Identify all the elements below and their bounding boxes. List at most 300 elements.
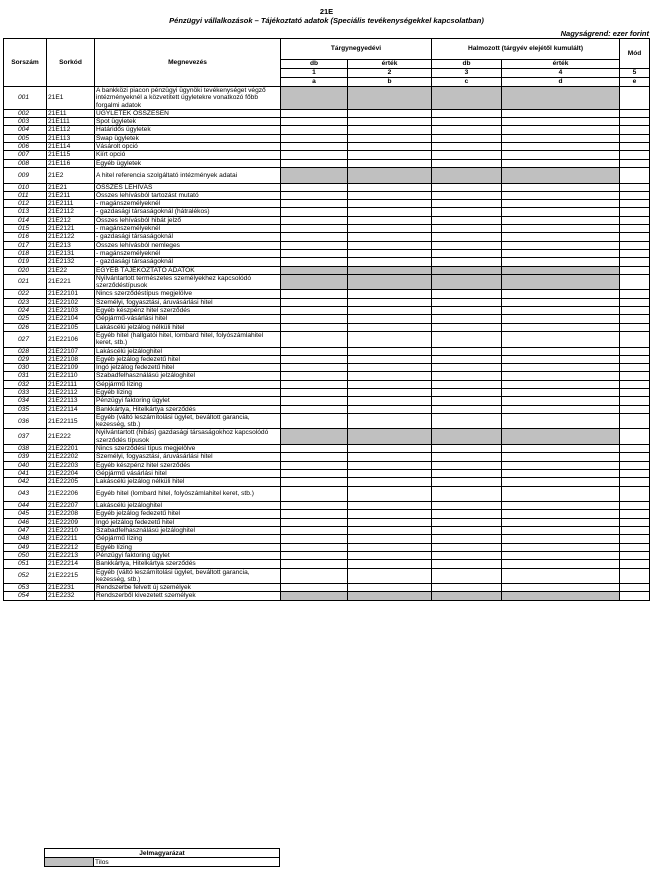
cell-targy-ertek[interactable] <box>348 331 432 347</box>
row-code: 21E22202 <box>47 453 95 461</box>
cell-halm-db[interactable] <box>432 510 502 518</box>
cell-targy-db[interactable] <box>281 469 348 477</box>
cell-halm-ertek[interactable] <box>502 486 620 502</box>
cell-targy-db[interactable] <box>281 453 348 461</box>
cell-targy-ertek[interactable] <box>348 372 432 380</box>
cell-targy-ertek[interactable] <box>348 527 432 535</box>
cell-halm-ertek[interactable] <box>502 543 620 551</box>
cell-mod[interactable] <box>620 274 650 290</box>
cell-targy-db[interactable] <box>281 233 348 241</box>
cell-halm-db[interactable] <box>432 527 502 535</box>
cell-mod[interactable] <box>620 486 650 502</box>
row-label: ÜGYLETEK ÖSSZESEN <box>95 109 281 117</box>
row-label: ÖSSZES LEHÍVÁS <box>95 183 281 191</box>
cell-halm-ertek[interactable] <box>502 307 620 315</box>
cell-halm-db[interactable] <box>432 568 502 584</box>
cell-halm-db[interactable] <box>432 241 502 249</box>
cell-targy-ertek[interactable] <box>348 200 432 208</box>
row-number: 007 <box>4 151 47 159</box>
cell-targy-db[interactable] <box>281 298 348 306</box>
cell-targy-db[interactable] <box>281 518 348 526</box>
cell-mod[interactable] <box>620 461 650 469</box>
cell-mod[interactable] <box>620 380 650 388</box>
cell-halm-db[interactable] <box>432 216 502 224</box>
cell-halm-ertek[interactable] <box>502 290 620 298</box>
cell-targy-db[interactable] <box>281 258 348 266</box>
cell-targy-db[interactable] <box>281 380 348 388</box>
cell-halm-db[interactable] <box>432 290 502 298</box>
cell-halm-db[interactable] <box>432 397 502 405</box>
cell-halm-ertek[interactable] <box>502 109 620 117</box>
table-row <box>4 380 650 388</box>
cell-halm-db[interactable] <box>432 453 502 461</box>
cell-halm-db[interactable] <box>432 560 502 568</box>
cell-halm-db[interactable] <box>432 551 502 559</box>
cell-halm-ertek[interactable] <box>502 560 620 568</box>
cell-targy-db[interactable] <box>281 143 348 151</box>
cell-targy-db[interactable] <box>281 208 348 216</box>
cell-halm-db[interactable] <box>432 347 502 355</box>
legend <box>44 848 280 867</box>
cell-halm-db[interactable] <box>432 543 502 551</box>
cell-mod[interactable] <box>620 266 650 274</box>
cell-targy-db[interactable] <box>281 307 348 315</box>
table-row <box>4 183 650 191</box>
cell-mod[interactable] <box>620 87 650 110</box>
cell-halm-db[interactable] <box>432 249 502 257</box>
row-number: 032 <box>4 380 47 388</box>
cell-targy-db[interactable] <box>281 445 348 453</box>
cell-halm-db[interactable] <box>432 225 502 233</box>
row-label: Nyilvántartott természetes személyekhez kapcsolódó szerződéstípusok <box>95 274 281 290</box>
cell-mod[interactable] <box>620 315 650 323</box>
row-code: 21E22113 <box>47 397 95 405</box>
cell-halm-db[interactable] <box>432 355 502 363</box>
row-code: 21E22110 <box>47 372 95 380</box>
cell-targy-ertek[interactable] <box>348 307 432 315</box>
cell-targy-ertek[interactable] <box>348 241 432 249</box>
cell-targy-ertek[interactable] <box>348 134 432 142</box>
cell-halm-db[interactable] <box>432 388 502 396</box>
cell-targy-ertek[interactable] <box>348 445 432 453</box>
cell-targy-db[interactable] <box>281 551 348 559</box>
cell-mod[interactable] <box>620 290 650 298</box>
cell-targy-ertek[interactable] <box>348 159 432 167</box>
cell-halm-db[interactable] <box>432 461 502 469</box>
cell-halm-db[interactable] <box>432 478 502 486</box>
col-header-db: db <box>281 60 348 69</box>
cell-halm-ertek[interactable] <box>502 208 620 216</box>
cell-halm-db[interactable] <box>432 200 502 208</box>
cell-halm-db[interactable] <box>432 143 502 151</box>
cell-halm-ertek[interactable] <box>502 183 620 191</box>
cell-mod[interactable] <box>620 364 650 372</box>
cell-mod[interactable] <box>620 258 650 266</box>
cell-mod[interactable] <box>620 109 650 117</box>
cell-targy-db[interactable] <box>281 584 348 592</box>
cell-targy-ertek[interactable] <box>348 290 432 298</box>
cell-mod[interactable] <box>620 478 650 486</box>
cell-mod[interactable] <box>620 191 650 199</box>
cell-mod[interactable] <box>620 216 650 224</box>
cell-targy-db[interactable] <box>281 216 348 224</box>
cell-targy-ertek[interactable] <box>348 413 432 429</box>
cell-mod[interactable] <box>620 200 650 208</box>
cell-halm-ertek[interactable] <box>502 453 620 461</box>
cell-halm-ertek[interactable] <box>502 331 620 347</box>
cell-halm-db[interactable] <box>432 159 502 167</box>
row-label: Vásárolt opció <box>95 143 281 151</box>
cell-mod[interactable] <box>620 413 650 429</box>
row-label: Gépjármű lízing <box>95 380 281 388</box>
row-label: - gazdasági társaságoknál <box>95 258 281 266</box>
cell-targy-ertek[interactable] <box>348 405 432 413</box>
cell-halm-db[interactable] <box>432 183 502 191</box>
cell-targy-ertek[interactable] <box>348 118 432 126</box>
cell-targy-ertek[interactable] <box>348 216 432 224</box>
cell-targy-db[interactable] <box>281 134 348 142</box>
cell-targy-ertek[interactable] <box>348 551 432 559</box>
cell-targy-ertek[interactable] <box>348 298 432 306</box>
row-code: 21E22212 <box>47 543 95 551</box>
cell-halm-ertek[interactable] <box>502 225 620 233</box>
cell-targy-ertek[interactable] <box>348 233 432 241</box>
cell-mod[interactable] <box>620 592 650 600</box>
cell-targy-db[interactable] <box>281 397 348 405</box>
cell-halm-ertek[interactable] <box>502 364 620 372</box>
cell-halm-ertek[interactable] <box>502 388 620 396</box>
cell-halm-db[interactable] <box>432 323 502 331</box>
cell-mod[interactable] <box>620 372 650 380</box>
table-row <box>4 364 650 372</box>
cell-targy-ertek[interactable] <box>348 191 432 199</box>
cell-targy-ertek[interactable] <box>348 560 432 568</box>
cell-mod[interactable] <box>620 143 650 151</box>
cell-halm-db[interactable] <box>432 208 502 216</box>
cell-targy-db[interactable] <box>281 568 348 584</box>
cell-targy-ertek[interactable] <box>348 380 432 388</box>
cell-mod[interactable] <box>620 469 650 477</box>
cell-targy-db[interactable] <box>281 347 348 355</box>
cell-halm-ertek[interactable] <box>502 298 620 306</box>
cell-targy-db[interactable] <box>281 191 348 199</box>
cell-mod[interactable] <box>620 397 650 405</box>
cell-targy-db[interactable] <box>281 331 348 347</box>
row-code: 21E22102 <box>47 298 95 306</box>
cell-mod[interactable] <box>620 323 650 331</box>
row-code: 21E22201 <box>47 445 95 453</box>
cell-mod[interactable] <box>620 543 650 551</box>
cell-targy-ertek[interactable] <box>348 518 432 526</box>
cell-halm-ertek[interactable] <box>502 241 620 249</box>
cell-halm-ertek[interactable] <box>502 413 620 429</box>
row-code: 21E2231 <box>47 584 95 592</box>
cell-targy-ertek[interactable] <box>348 126 432 134</box>
cell-halm-db[interactable] <box>432 126 502 134</box>
row-label: Összes lehívásból tartozást mutató <box>95 191 281 199</box>
row-number: 035 <box>4 405 47 413</box>
table-row <box>4 290 650 298</box>
cell-targy-ertek[interactable] <box>348 208 432 216</box>
cell-halm-db[interactable] <box>432 584 502 592</box>
cell-halm-ertek[interactable] <box>502 258 620 266</box>
cell-mod[interactable] <box>620 225 650 233</box>
row-label: Rendszerbe felvett új személyek <box>95 584 281 592</box>
row-number: 013 <box>4 208 47 216</box>
row-code: 21E221 <box>47 274 95 290</box>
cell-targy-db[interactable] <box>281 461 348 469</box>
cell-halm-db[interactable] <box>432 445 502 453</box>
cell-mod[interactable] <box>620 518 650 526</box>
cell-mod[interactable] <box>620 502 650 510</box>
cell-mod[interactable] <box>620 445 650 453</box>
table-row <box>4 315 650 323</box>
row-label: Bankkártya, Hitelkártya szerződés <box>95 560 281 568</box>
cell-halm-ertek <box>502 592 620 600</box>
cell-targy-db[interactable] <box>281 388 348 396</box>
cell-targy-ertek[interactable] <box>348 109 432 117</box>
cell-halm-db[interactable] <box>432 298 502 306</box>
cell-halm-ertek[interactable] <box>502 380 620 388</box>
cell-targy-db[interactable] <box>281 527 348 535</box>
row-number: 004 <box>4 126 47 134</box>
cell-mod[interactable] <box>620 527 650 535</box>
cell-targy-ertek[interactable] <box>348 478 432 486</box>
cell-mod[interactable] <box>620 167 650 183</box>
cell-targy-db[interactable] <box>281 290 348 298</box>
row-code: 21E22112 <box>47 388 95 396</box>
row-number: 001 <box>4 87 47 110</box>
cell-halm-ertek[interactable] <box>502 527 620 535</box>
cell-halm-ertek[interactable] <box>502 478 620 486</box>
cell-targy-ertek[interactable] <box>348 461 432 469</box>
cell-targy-ertek[interactable] <box>348 469 432 477</box>
cell-targy-ertek[interactable] <box>348 510 432 518</box>
cell-halm-ertek[interactable] <box>502 200 620 208</box>
cell-mod[interactable] <box>620 551 650 559</box>
cell-halm-ertek[interactable] <box>502 323 620 331</box>
cell-targy-ertek[interactable] <box>348 486 432 502</box>
cell-mod[interactable] <box>620 535 650 543</box>
cell-targy-ertek[interactable] <box>348 364 432 372</box>
cell-targy-db[interactable] <box>281 560 348 568</box>
row-code: 21E22206 <box>47 486 95 502</box>
cell-halm-db[interactable] <box>432 413 502 429</box>
cell-halm-ertek[interactable] <box>502 551 620 559</box>
cell-halm-db[interactable] <box>432 331 502 347</box>
cell-targy-db[interactable] <box>281 118 348 126</box>
cell-targy-ertek[interactable] <box>348 355 432 363</box>
row-label: Lakáscélú jelzálog nélküli hitel <box>95 478 281 486</box>
cell-targy-ertek[interactable] <box>348 388 432 396</box>
cell-targy-db[interactable] <box>281 355 348 363</box>
cell-halm-ertek[interactable] <box>502 445 620 453</box>
cell-mod[interactable] <box>620 208 650 216</box>
cell-targy-ertek[interactable] <box>348 315 432 323</box>
cell-targy-ertek[interactable] <box>348 323 432 331</box>
cell-halm-ertek[interactable] <box>502 216 620 224</box>
cell-targy-ertek[interactable] <box>348 225 432 233</box>
cell-halm-db[interactable] <box>432 315 502 323</box>
cell-mod[interactable] <box>620 134 650 142</box>
cell-targy-db[interactable] <box>281 478 348 486</box>
cell-mod[interactable] <box>620 388 650 396</box>
cell-targy-db[interactable] <box>281 510 348 518</box>
cell-halm-ertek[interactable] <box>502 159 620 167</box>
cell-halm-db[interactable] <box>432 134 502 142</box>
cell-halm-ertek[interactable] <box>502 510 620 518</box>
cell-targy-db <box>281 266 348 274</box>
cell-targy-ertek[interactable] <box>348 347 432 355</box>
cell-halm-ertek[interactable] <box>502 584 620 592</box>
cell-mod[interactable] <box>620 584 650 592</box>
cell-halm-ertek[interactable] <box>502 461 620 469</box>
cell-targy-ertek[interactable] <box>348 397 432 405</box>
cell-halm-db[interactable] <box>432 469 502 477</box>
cell-targy-db[interactable] <box>281 159 348 167</box>
cell-halm-ertek[interactable] <box>502 118 620 126</box>
row-number: 003 <box>4 118 47 126</box>
cell-targy-db[interactable] <box>281 225 348 233</box>
row-number: 051 <box>4 560 47 568</box>
cell-halm-db[interactable] <box>432 486 502 502</box>
cell-halm-db[interactable] <box>432 518 502 526</box>
table-row <box>4 225 650 233</box>
table-row <box>4 233 650 241</box>
cell-halm-db[interactable] <box>432 372 502 380</box>
table-body <box>4 87 650 601</box>
cell-halm-db[interactable] <box>432 191 502 199</box>
cell-targy-ertek[interactable] <box>348 502 432 510</box>
row-number: 028 <box>4 347 47 355</box>
cell-targy-db[interactable] <box>281 543 348 551</box>
cell-halm-db[interactable] <box>432 109 502 117</box>
cell-halm-ertek[interactable] <box>502 249 620 257</box>
cell-targy-db[interactable] <box>281 126 348 134</box>
table-row <box>4 216 650 224</box>
cell-halm-db[interactable] <box>432 258 502 266</box>
cell-mod[interactable] <box>620 118 650 126</box>
cell-halm-ertek[interactable] <box>502 347 620 355</box>
cell-halm-db[interactable] <box>432 118 502 126</box>
cell-mod[interactable] <box>620 429 650 445</box>
cell-targy-db[interactable] <box>281 315 348 323</box>
cell-mod[interactable] <box>620 560 650 568</box>
cell-targy-ertek[interactable] <box>348 249 432 257</box>
cell-targy-ertek[interactable] <box>348 568 432 584</box>
col-letter: d <box>502 78 620 87</box>
cell-mod[interactable] <box>620 241 650 249</box>
cell-targy-db[interactable] <box>281 183 348 191</box>
cell-mod[interactable] <box>620 510 650 518</box>
row-number: 020 <box>4 266 47 274</box>
cell-targy-db[interactable] <box>281 486 348 502</box>
cell-targy-ertek[interactable] <box>348 584 432 592</box>
cell-mod[interactable] <box>620 298 650 306</box>
cell-targy-db[interactable] <box>281 323 348 331</box>
cell-targy-ertek[interactable] <box>348 151 432 159</box>
table-row <box>4 510 650 518</box>
cell-targy-ertek[interactable] <box>348 453 432 461</box>
cell-halm-ertek[interactable] <box>502 372 620 380</box>
cell-halm-ertek[interactable] <box>502 191 620 199</box>
cell-halm-ertek[interactable] <box>502 151 620 159</box>
cell-mod[interactable] <box>620 151 650 159</box>
cell-targy-db[interactable] <box>281 413 348 429</box>
cell-targy-ertek[interactable] <box>348 143 432 151</box>
cell-targy-db[interactable] <box>281 249 348 257</box>
cell-halm-db[interactable] <box>432 380 502 388</box>
cell-mod[interactable] <box>620 355 650 363</box>
cell-halm-ertek[interactable] <box>502 518 620 526</box>
cell-mod[interactable] <box>620 568 650 584</box>
cell-mod[interactable] <box>620 453 650 461</box>
cell-targy-ertek[interactable] <box>348 183 432 191</box>
cell-mod[interactable] <box>620 159 650 167</box>
cell-mod[interactable] <box>620 405 650 413</box>
cell-halm-ertek[interactable] <box>502 568 620 584</box>
row-label: Egyéb (váltó leszámítolási ügylet, beváltott garancia, kezesség, stb.) <box>95 568 281 584</box>
cell-mod[interactable] <box>620 307 650 315</box>
cell-targy-db[interactable] <box>281 109 348 117</box>
cell-targy-db[interactable] <box>281 405 348 413</box>
row-number: 054 <box>4 592 47 600</box>
cell-targy-db[interactable] <box>281 200 348 208</box>
row-label: A hitel referencia szolgáltató intézmények adatai <box>95 167 281 183</box>
cell-halm-ertek[interactable] <box>502 315 620 323</box>
row-label: Összes lehívásból nemleges <box>95 241 281 249</box>
cell-targy-db[interactable] <box>281 364 348 372</box>
cell-mod[interactable] <box>620 126 650 134</box>
cell-halm-db[interactable] <box>432 307 502 315</box>
cell-halm-ertek[interactable] <box>502 233 620 241</box>
cell-halm-ertek[interactable] <box>502 535 620 543</box>
cell-targy-db[interactable] <box>281 535 348 543</box>
cell-targy-db[interactable] <box>281 502 348 510</box>
cell-halm-ertek[interactable] <box>502 502 620 510</box>
cell-halm-db[interactable] <box>432 502 502 510</box>
table-row <box>4 134 650 142</box>
cell-halm-ertek[interactable] <box>502 355 620 363</box>
cell-mod[interactable] <box>620 249 650 257</box>
cell-halm-ertek[interactable] <box>502 143 620 151</box>
cell-halm-ertek[interactable] <box>502 134 620 142</box>
cell-targy-ertek[interactable] <box>348 535 432 543</box>
cell-halm-ertek <box>502 274 620 290</box>
cell-mod[interactable] <box>620 331 650 347</box>
cell-targy-ertek[interactable] <box>348 258 432 266</box>
cell-mod[interactable] <box>620 183 650 191</box>
cell-halm-ertek[interactable] <box>502 469 620 477</box>
cell-targy-db[interactable] <box>281 372 348 380</box>
cell-halm-db[interactable] <box>432 364 502 372</box>
cell-halm-db[interactable] <box>432 151 502 159</box>
cell-targy-db[interactable] <box>281 151 348 159</box>
cell-targy-db[interactable] <box>281 241 348 249</box>
cell-halm-ertek[interactable] <box>502 126 620 134</box>
row-label: - magánszemélyeknél <box>95 249 281 257</box>
cell-halm-db[interactable] <box>432 233 502 241</box>
cell-mod[interactable] <box>620 347 650 355</box>
cell-halm-ertek[interactable] <box>502 397 620 405</box>
row-label: - magánszemélyeknél <box>95 225 281 233</box>
row-number: 041 <box>4 469 47 477</box>
cell-halm-db[interactable] <box>432 535 502 543</box>
cell-halm-ertek[interactable] <box>502 405 620 413</box>
cell-targy-ertek[interactable] <box>348 543 432 551</box>
cell-mod[interactable] <box>620 233 650 241</box>
cell-halm-db[interactable] <box>432 405 502 413</box>
